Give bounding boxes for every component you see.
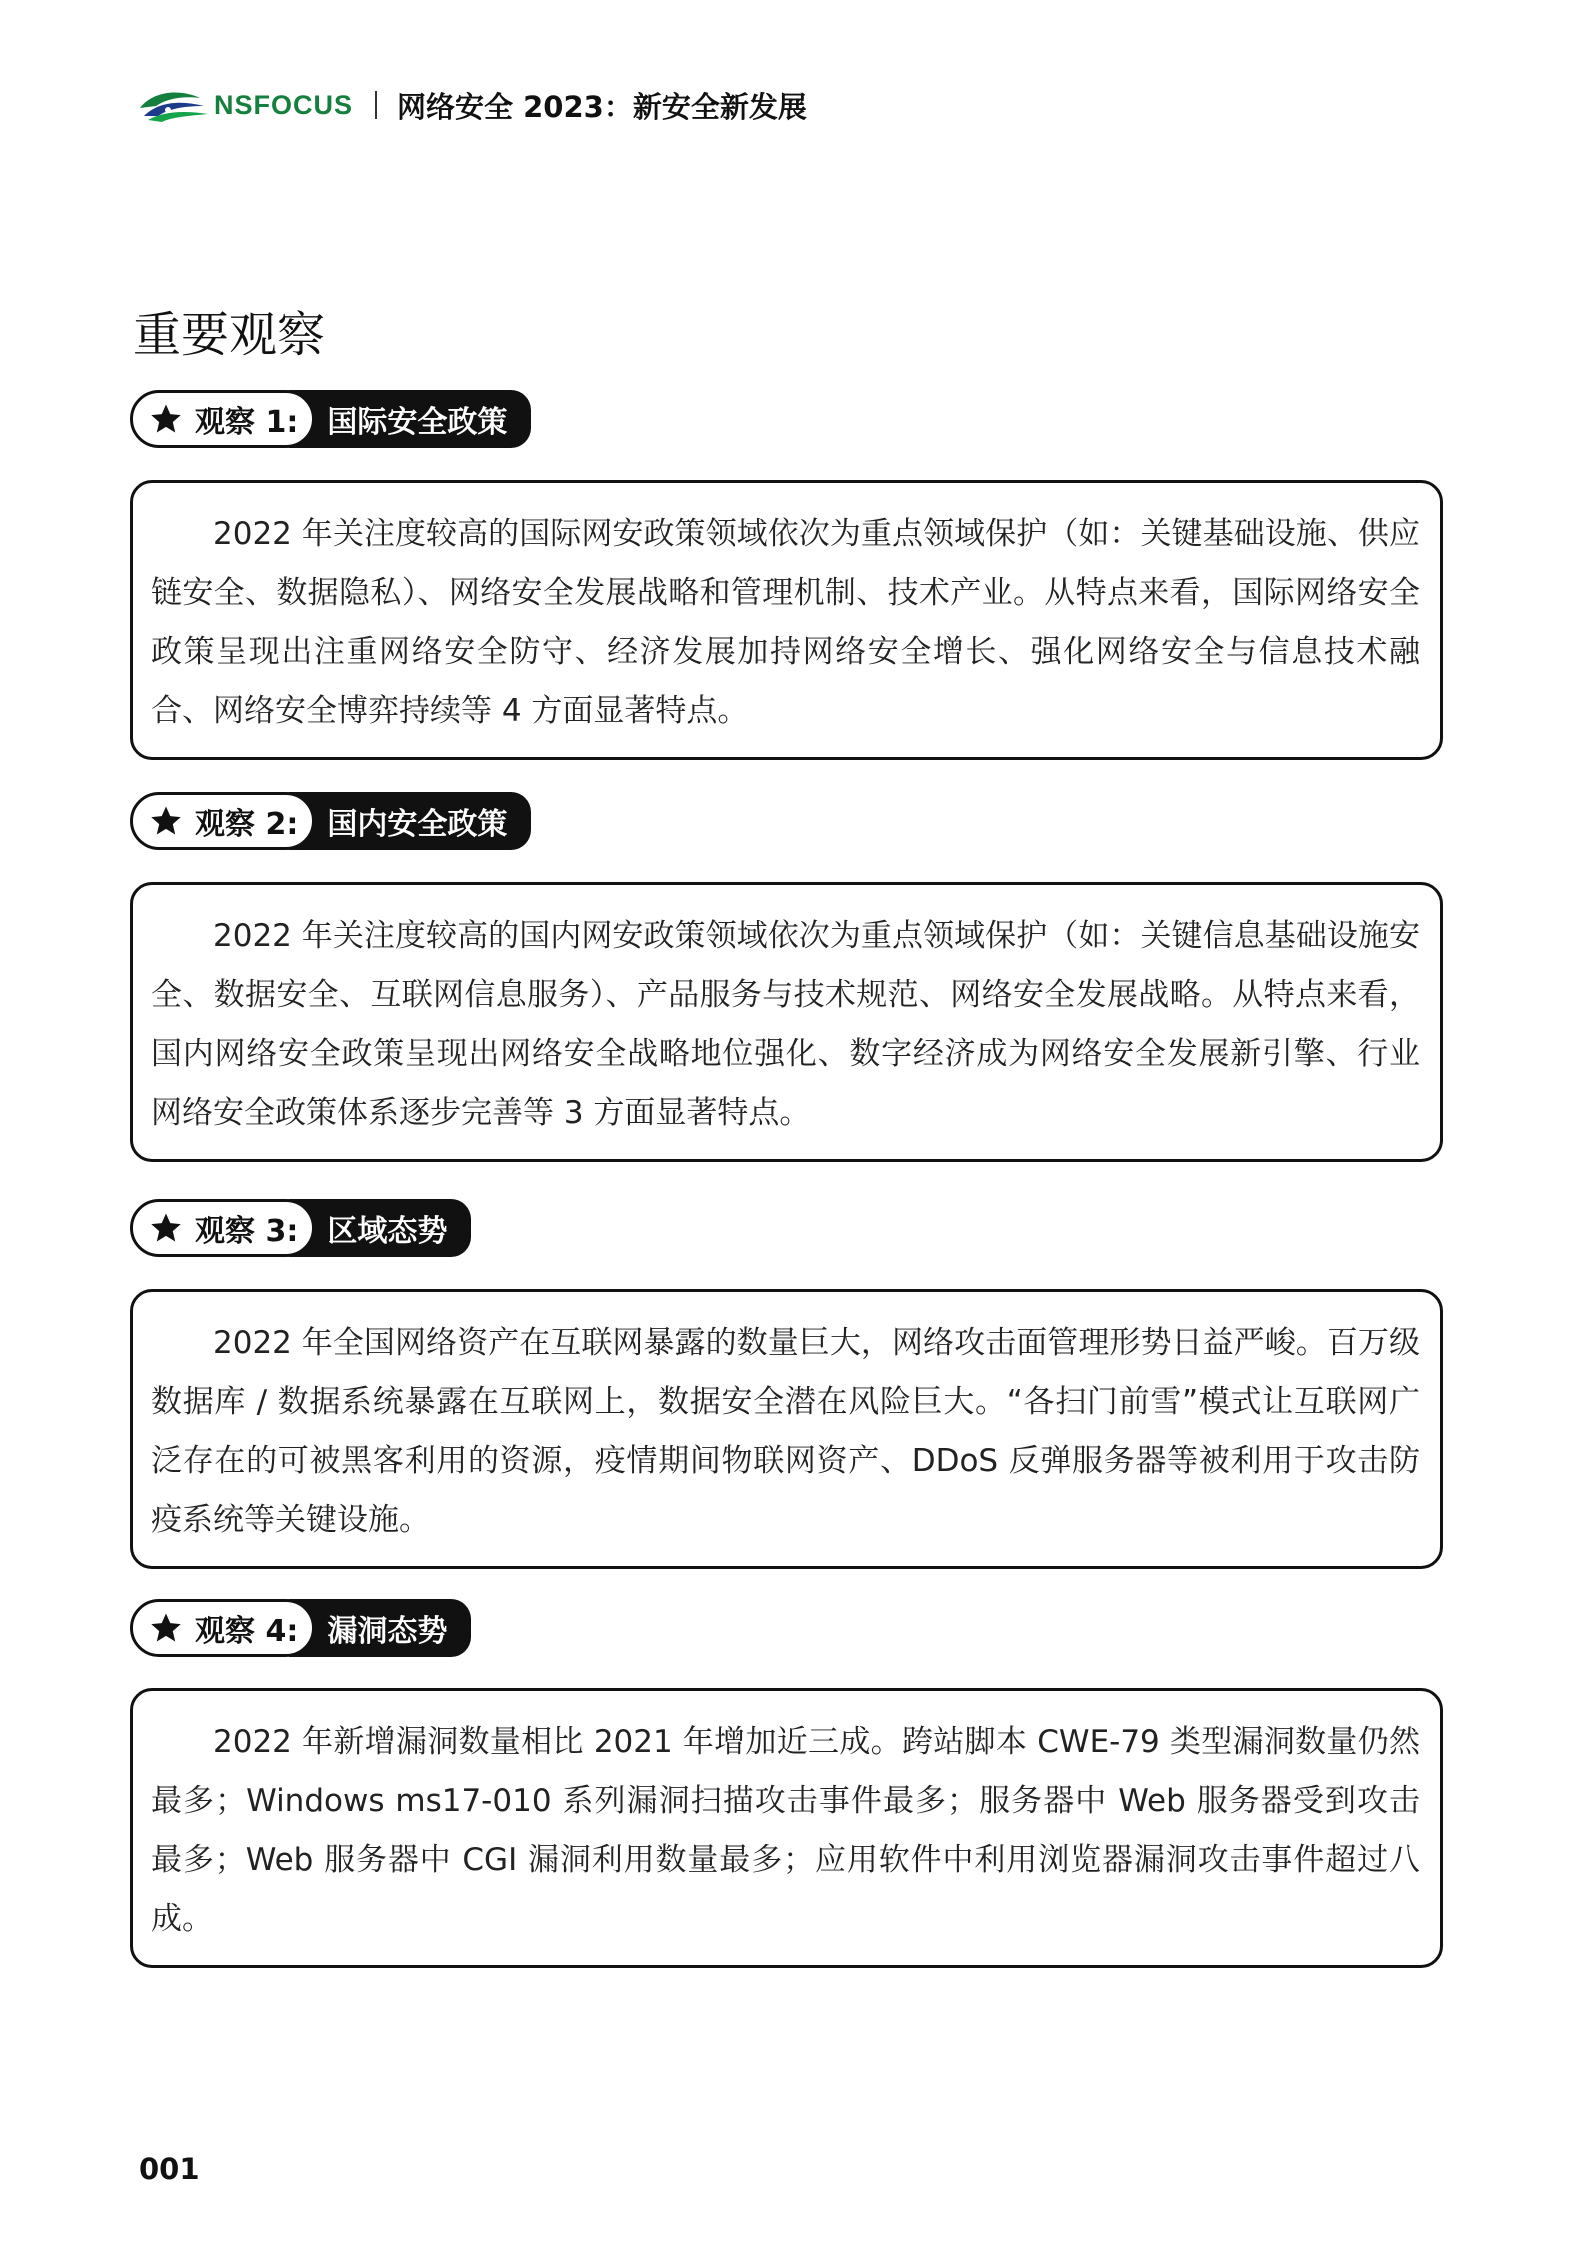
observation-3-label: 观察 3:	[195, 1214, 299, 1249]
nsfocus-logo	[138, 86, 353, 124]
star-icon	[149, 402, 183, 436]
observation-3-box	[130, 1289, 1443, 1569]
star-icon	[149, 1611, 183, 1645]
observation-4-tag	[130, 1597, 471, 1659]
section-title: 重要观察	[133, 307, 326, 363]
star-icon	[149, 804, 183, 838]
observation-2-tag	[130, 790, 531, 852]
observation-1-label: 观察 1:	[195, 405, 299, 440]
observation-4-label: 观察 4:	[195, 1614, 299, 1649]
header-title: 网络安全 2023：新安全新发展	[397, 89, 807, 124]
observation-1-body: 2022 年关注度较高的国际网安政策领域依次为重点领域保护（如：关键基础设施、供应链安全、数据隐私）、网络安全发展战略和管理机制、技术产业。从特点来看，国际网络安全政策呈现出注重网络安全防守、经济发展加持网络安全增长、强化网络安全与信息技术融合、网络安全博弈持续等 4 方面显著特点。	[151, 516, 1420, 729]
observation-3-body: 2022 年全国网络资产在互联网暴露的数量巨大，网络攻击面管理形势日益严峻。百万级数据库 / 数据系统暴露在互联网上，数据安全潜在风险巨大。“各扫门前雪”模式让互联网广泛存在的可被黑客利用的资源，疫情期间物联网资产、DDoS 反弹服务器等被利用于攻击防疫系统等关键设施。	[151, 1325, 1420, 1538]
observation-3-pill	[130, 1199, 315, 1257]
observation-4-body: 2022 年新增漏洞数量相比 2021 年增加近三成。跨站脚本 CWE-79 类型漏洞数量仍然最多；Windows ms17-010 系列漏洞扫描攻击事件最多；服务器中 Web 服务器受到攻击最多；Web 服务器中 CGI 漏洞利用数量最多；应用软件中利用浏览器漏洞攻击事件超过八成。	[151, 1724, 1420, 1937]
observation-3-tag	[130, 1197, 471, 1259]
page-number: 001	[139, 2152, 200, 2186]
page-header	[138, 80, 807, 130]
observation-1-box	[130, 480, 1443, 760]
observation-4-title: 漏洞态势	[289, 1599, 471, 1657]
observation-2-label: 观察 2:	[195, 807, 299, 842]
observation-3-title: 区域态势	[289, 1199, 471, 1257]
observation-4-pill	[130, 1599, 315, 1657]
observation-2-box	[130, 882, 1443, 1162]
observation-4-box	[130, 1688, 1443, 1968]
observation-1-title: 国际安全政策	[289, 390, 531, 448]
logo-text: NSFOCUS	[214, 89, 354, 120]
nsfocus-logo-icon	[138, 86, 210, 124]
header-divider	[375, 91, 377, 119]
observation-2-pill	[130, 792, 315, 850]
star-icon	[149, 1211, 183, 1245]
observation-2-body: 2022 年关注度较高的国内网安政策领域依次为重点领域保护（如：关键信息基础设施安全、数据安全、互联网信息服务）、产品服务与技术规范、网络安全发展战略。从特点来看，国内网络安全政策呈现出网络安全战略地位强化、数字经济成为网络安全发展新引擎、行业网络安全政策体系逐步完善等 3 方面显著特点。	[151, 918, 1420, 1131]
observation-1-tag	[130, 388, 531, 450]
observation-2-title: 国内安全政策	[289, 792, 531, 850]
observation-1-pill	[130, 390, 315, 448]
